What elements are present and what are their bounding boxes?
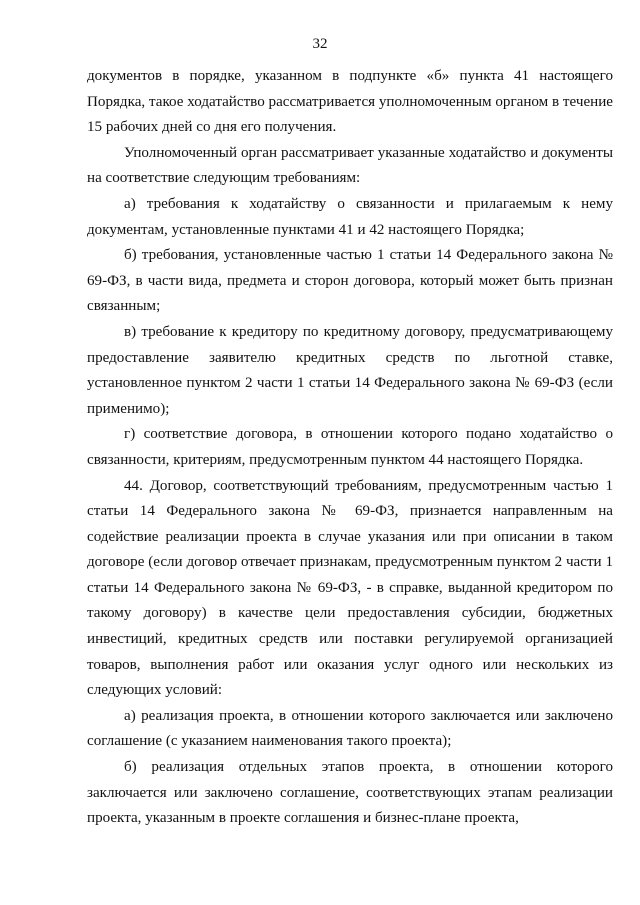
list-item-v: в) требование к кредитору по кредитному договору, предусматривающему предоставление заявителю кредитных средств по льготной ставке, установленное пунктом 2 части 1 статьи 14 Федерального закона № 69-ФЗ (если применимо);	[87, 323, 613, 417]
document-body	[87, 64, 613, 832]
paragraph-review-requirements: Уполномоченный орган рассматривает указанные ходатайство и документы на соответствие следующим требованиям:	[87, 144, 613, 187]
page-number: 32	[312, 36, 328, 52]
paragraph-continuation: документов в порядке, указанном в подпункте «б» пункта 41 настоящего Порядка, такое ходатайство рассматривается уполномоченным органом в течение 15 рабочих дней со дня его получения.	[87, 68, 613, 136]
list-item-b: б) требования, установленные частью 1 статьи 14 Федерального закона № 69-ФЗ, в части вида, предмета и сторон договора, который может быть признан связанным;	[87, 247, 613, 315]
condition-item-b: б) реализация отдельных этапов проекта, в отношении которого заключается или заключено соглашение, соответствующих этапам реализации проекта, указанным в проекте соглашения и бизнес-плане проекта,	[87, 759, 613, 827]
list-item-g: г) соответствие договора, в отношении которого подано ходатайство о связанности, критериям, предусмотренным пунктом 44 настоящего Порядка.	[87, 426, 613, 468]
condition-item-a: а) реализация проекта, в отношении которого заключается или заключено соглашение (с указанием наименования такого проекта);	[87, 707, 613, 750]
paragraph-item-44: 44. Договор, соответствующий требованиям, предусмотренным частью 1 статьи 14 Федерального закона № 69-ФЗ, признается направленным на содействие реализации проекта в случае указания или при описании в таком договоре (если договор отвечает признакам, предусмотренным пунктом 2 части 1 статьи 14 Федерального закона № 69-ФЗ, - в справке, выданной кредитором по такому договору) в качестве цели предоставления субсидии, бюджетных инвестиций, кредитных средств или поставки регулируемой организацией товаров, выполнения работ или оказания услуг одного или нескольких из следующих условий:	[87, 477, 613, 699]
list-item-a: а) требования к ходатайству о связанности и прилагаемым к нему документам, установленные пунктами 41 и 42 настоящего Порядка;	[87, 195, 613, 238]
